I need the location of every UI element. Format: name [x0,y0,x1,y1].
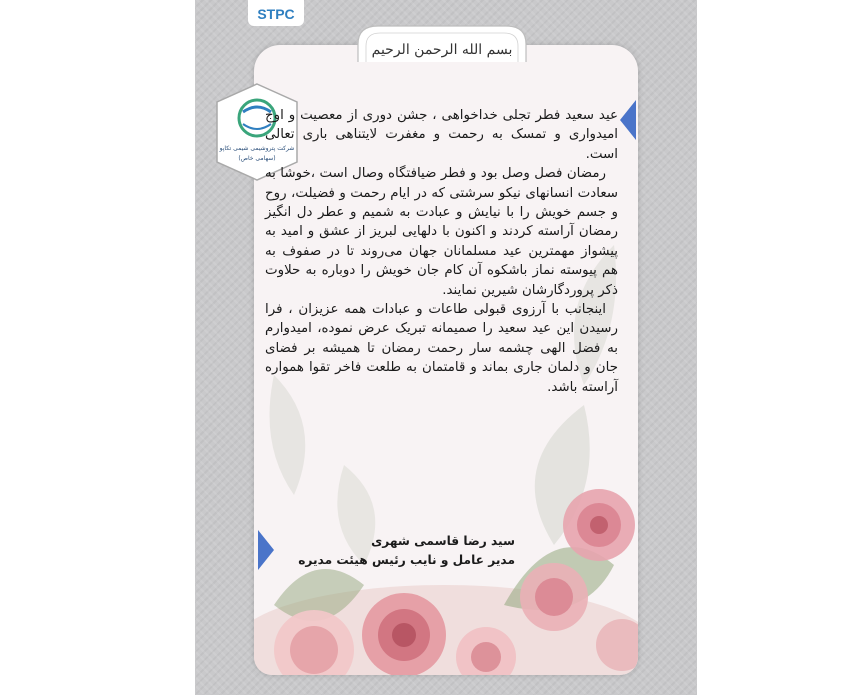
logo-text-line1: شرکت پتروشیمی شیمی تکاپو [219,145,295,152]
bismillah-calligraphy: بسم الله الرحمن الرحيم [371,42,513,58]
signature-title: مدیر عامل و نایب رئیس هیئت مدیره [298,553,515,567]
stpc-badge: STPC [248,0,304,26]
letter-paragraph-2: رمضان فصل وصل بود و فطر ضیافتگاه وصال است ،خوشا به سعادت انسانهای نیکو سرشتی که در ایام رحمت و فضیلت، روح و جسم خویش را با نیایش و عبادت به شمیم و عطر دل انگیز رمضان آراسته کردند و اکنون با دلهایی لبریز از عشق و امید به پیشواز مهمترین عید مسلمانان جهان می‌روند تا در صفوف به هم پیوسته نماز باشکوه آن کام جان خویش را دوباره به حلاوت ذکر پروردگارشان شیرین نمایند. [265,166,618,298]
signature-name: سید رضا قاسمی شهری [371,534,515,548]
signature-block [270,532,515,570]
blue-tab-marker-right [620,100,636,140]
logo-text-line2: (سهامی خاص) [238,155,276,162]
bismillah-header [352,18,532,68]
letter-paragraph-3: اینجانب با آرزوی قبولی طاعات و عبادات همه عزیزان ، فرا رسیدن این عید سعید را صمیمانه تبریک عرض نموده، امیدوارم به فضل الهی چشمه سار رحمت رمضان تا همیشه بر فضای جان و دلمان جاری بماند و قامتمان به طلعت فاخر تقوا همواره آراسته باشد. [265,302,618,395]
letter-body [265,106,618,397]
letter-paragraph-1: عید سعید فطر تجلی خداخواهی ، جشن دوری از معصیت و اوج امیدواری و تمسک به رحمت و مغفرت لایتناهی باری تعالی است. [265,108,618,162]
